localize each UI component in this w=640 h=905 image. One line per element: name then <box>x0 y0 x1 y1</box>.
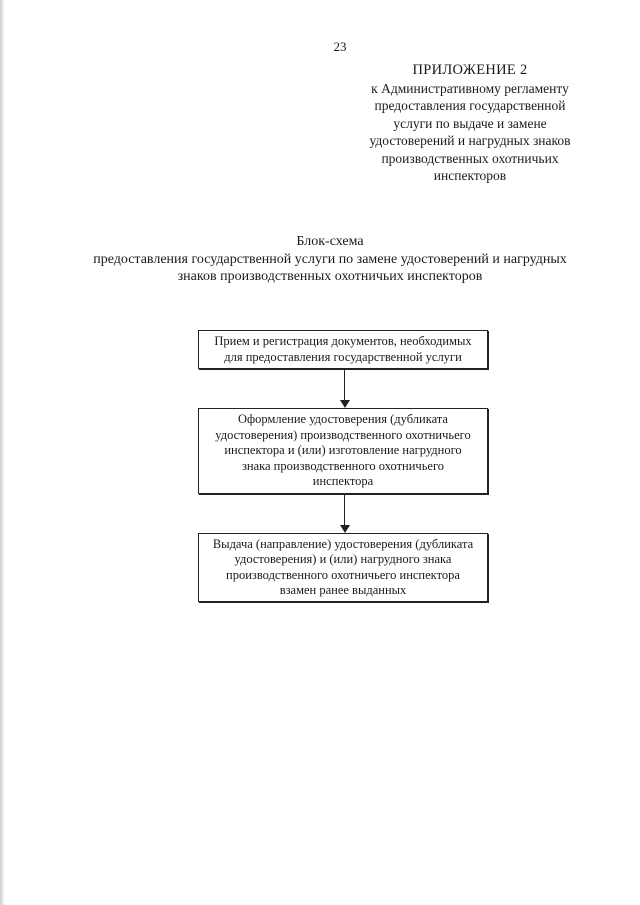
step-text-line: производственного охотничьего инспектора <box>226 567 460 582</box>
appendix-line: предоставления государственной <box>374 98 566 113</box>
title-line: предоставления государственной услуги по замене удостоверений и нагрудных <box>93 251 567 267</box>
appendix-heading: ПРИЛОЖЕНИЕ 2 <box>412 62 528 78</box>
page-number: 23 <box>333 39 347 54</box>
appendix-line: производственных охотничьих <box>381 150 559 166</box>
arrow-shaft <box>344 368 345 401</box>
appendix-line: к Административному регламенту <box>371 80 569 96</box>
step-text-line: удостоверения) и (или) нагрудного знака <box>234 552 452 566</box>
title-line: Блок-схема <box>296 234 364 249</box>
flowchart-step-3 <box>198 533 488 602</box>
step-text-line: Прием и регистрация документов, необходимых <box>214 334 472 348</box>
appendix-line: удостоверений и нагрудных знаков <box>369 133 571 148</box>
appendix-header <box>340 62 600 185</box>
step-text-line: знака производственного охотничьего <box>241 458 445 473</box>
step-text-line: инспектора и (или) изготовление нагрудного <box>224 443 462 458</box>
title-line: знаков производственных охотничьих инспекторов <box>177 269 483 284</box>
arrow-head-icon <box>340 400 350 408</box>
step-text-line: удостоверения) производственного охотничьего <box>215 427 471 442</box>
flow-arrow-1 <box>340 368 350 408</box>
appendix-line: услуги по выдаче и замене <box>393 115 547 131</box>
arrow-head-icon <box>340 525 350 533</box>
flowchart-step-1 <box>198 330 488 369</box>
arrow-shaft <box>344 493 345 526</box>
step-text-line: Выдача (направление) удостоверения (дубликата <box>212 536 474 551</box>
document-title <box>20 233 640 286</box>
appendix-line: инспекторов <box>433 168 507 183</box>
flow-arrow-2 <box>340 493 350 533</box>
scan-edge <box>0 0 4 905</box>
flowchart-step-2 <box>198 408 488 494</box>
step-text-line: взамен ранее выданных <box>279 583 407 597</box>
step-text-line: инспектора <box>312 474 374 489</box>
step-text-line: Оформление удостоверения (дубликата <box>238 412 448 427</box>
step-text-line: для предоставления государственной услуги <box>224 349 462 364</box>
